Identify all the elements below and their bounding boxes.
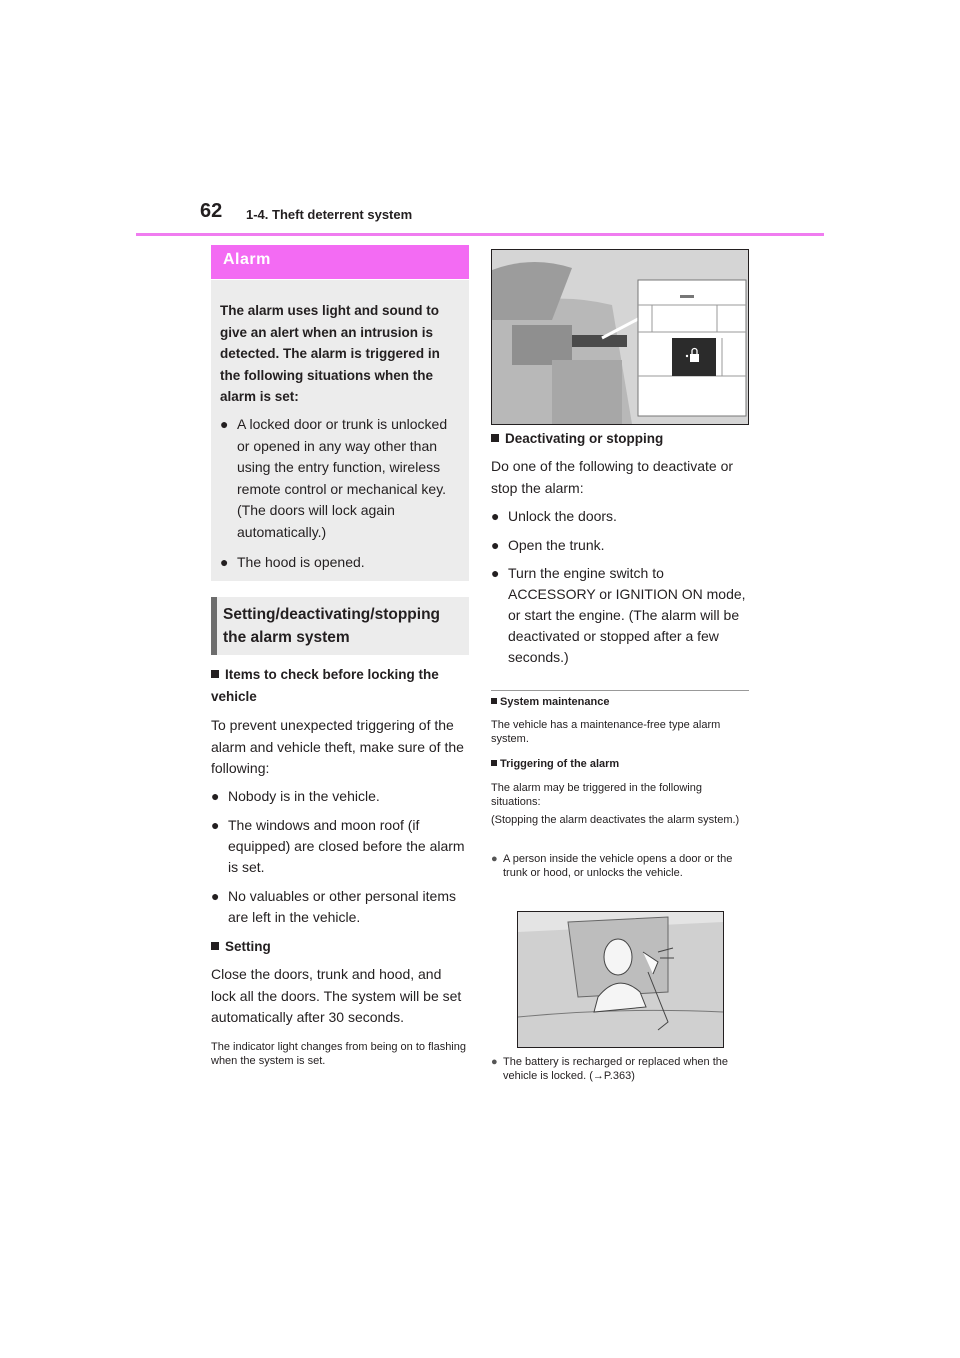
bullet-icon: ● xyxy=(211,817,220,833)
dashboard-illustration xyxy=(491,249,749,425)
items-bullet xyxy=(211,815,469,878)
triggering-heading xyxy=(491,758,749,770)
section-title: 1-4. Theft deterrent system xyxy=(246,207,413,222)
square-icon xyxy=(491,698,497,704)
bullet-icon: ● xyxy=(491,537,500,553)
triggering-bullet-text: A person inside the vehicle opens a door or the trunk or hood, or unlocks the vehicle. xyxy=(503,853,733,879)
triggering-bullet xyxy=(491,1055,749,1083)
setting-body: Close the doors, trunk and hood, and lock all the doors. The system will be set automatically after 30 seconds. xyxy=(211,966,462,1025)
bullet-icon: ● xyxy=(220,416,229,432)
alarm-heading xyxy=(211,245,469,279)
divider xyxy=(491,690,749,691)
deactivating-bullet xyxy=(491,535,749,556)
deactivating-bullet-text: Unlock the doors. xyxy=(508,508,617,524)
maintenance-heading xyxy=(491,696,749,708)
setting-heading xyxy=(211,936,469,958)
square-icon xyxy=(491,434,499,442)
deactivating-heading-text: Deactivating or stopping xyxy=(505,431,664,446)
setting-section-heading xyxy=(211,597,469,655)
setting-section-title: Setting/deactivating/stopping the alarm system xyxy=(223,606,441,646)
setting-note: The indicator light changes from being on to flashing when the system is set. xyxy=(211,1041,466,1067)
deactivating-body: Do one of the following to deactivate or stop the alarm: xyxy=(491,458,734,496)
alarm-heading-text: Alarm xyxy=(223,251,271,268)
bullet-icon: ● xyxy=(220,554,229,570)
items-bullet-text: No valuables or other personal items are left in the vehicle. xyxy=(228,888,457,925)
items-check-body: To prevent unexpected triggering of the alarm and vehicle theft, make sure of the following: xyxy=(211,717,464,776)
triggering-heading-text: Triggering of the alarm xyxy=(500,758,620,770)
deactivating-bullet-text: Turn the engine switch to ACCESSORY or IGNITION ON mode, or start the engine. (The alarm will be deactivated or stopped after a few seconds.) xyxy=(508,565,746,665)
setting-heading-text: Setting xyxy=(225,939,271,954)
alarm-box xyxy=(211,280,469,581)
deactivating-bullet xyxy=(491,506,749,527)
square-icon xyxy=(211,942,219,950)
bullet-icon: ● xyxy=(491,565,500,581)
deactivating-heading xyxy=(491,428,749,450)
triggering-body: The alarm may be triggered in the following situations: xyxy=(491,782,702,808)
dashboard-figure xyxy=(492,250,748,424)
alarm-bullet-text: The hood is opened. xyxy=(237,554,365,570)
bullet-icon: ● xyxy=(491,853,498,865)
deactivating-bullet-text: Open the trunk. xyxy=(508,537,605,553)
maintenance-heading-text: System maintenance xyxy=(500,696,610,708)
alarm-bullet xyxy=(220,414,460,543)
alarm-intro: The alarm uses light and sound to give an alert when an intrusion is detected. The alarm is triggered in the following situations when the alarm is set: xyxy=(220,303,440,404)
items-bullet xyxy=(211,786,469,807)
person-in-vehicle-illustration xyxy=(517,911,724,1048)
square-icon xyxy=(491,760,497,766)
maintenance-body: The vehicle has a maintenance-free type alarm system. xyxy=(491,719,721,745)
header-rule xyxy=(136,233,824,236)
items-check-heading xyxy=(211,664,469,707)
triggering-bullet xyxy=(491,852,749,880)
vehicle-figure xyxy=(518,912,723,1047)
bullet-icon: ● xyxy=(211,888,220,904)
items-bullet-text: The windows and moon roof (if equipped) are closed before the alarm is set. xyxy=(228,817,465,875)
page-number: 62 xyxy=(200,200,223,222)
triggering-bullet-text: The battery is recharged or replaced when the vehicle is locked. (→P.363) xyxy=(503,1056,729,1082)
items-bullet-text: Nobody is in the vehicle. xyxy=(228,788,380,804)
items-check-heading-text: Items to check before locking the vehicle xyxy=(211,667,439,704)
bullet-icon: ● xyxy=(491,508,500,524)
items-bullet xyxy=(211,886,469,928)
bullet-icon: ● xyxy=(211,788,220,804)
alarm-bullet-text: A locked door or trunk is unlocked or opened in any way other than using the entry function, wireless remote control or mechanical key. (The doors will lock again automatically.) xyxy=(237,416,448,540)
alarm-bullet xyxy=(220,552,460,574)
square-icon xyxy=(211,670,219,678)
triggering-note: (Stopping the alarm deactivates the alarm system.) xyxy=(491,814,740,826)
bullet-icon: ● xyxy=(491,1056,498,1068)
deactivating-bullet xyxy=(491,563,749,668)
